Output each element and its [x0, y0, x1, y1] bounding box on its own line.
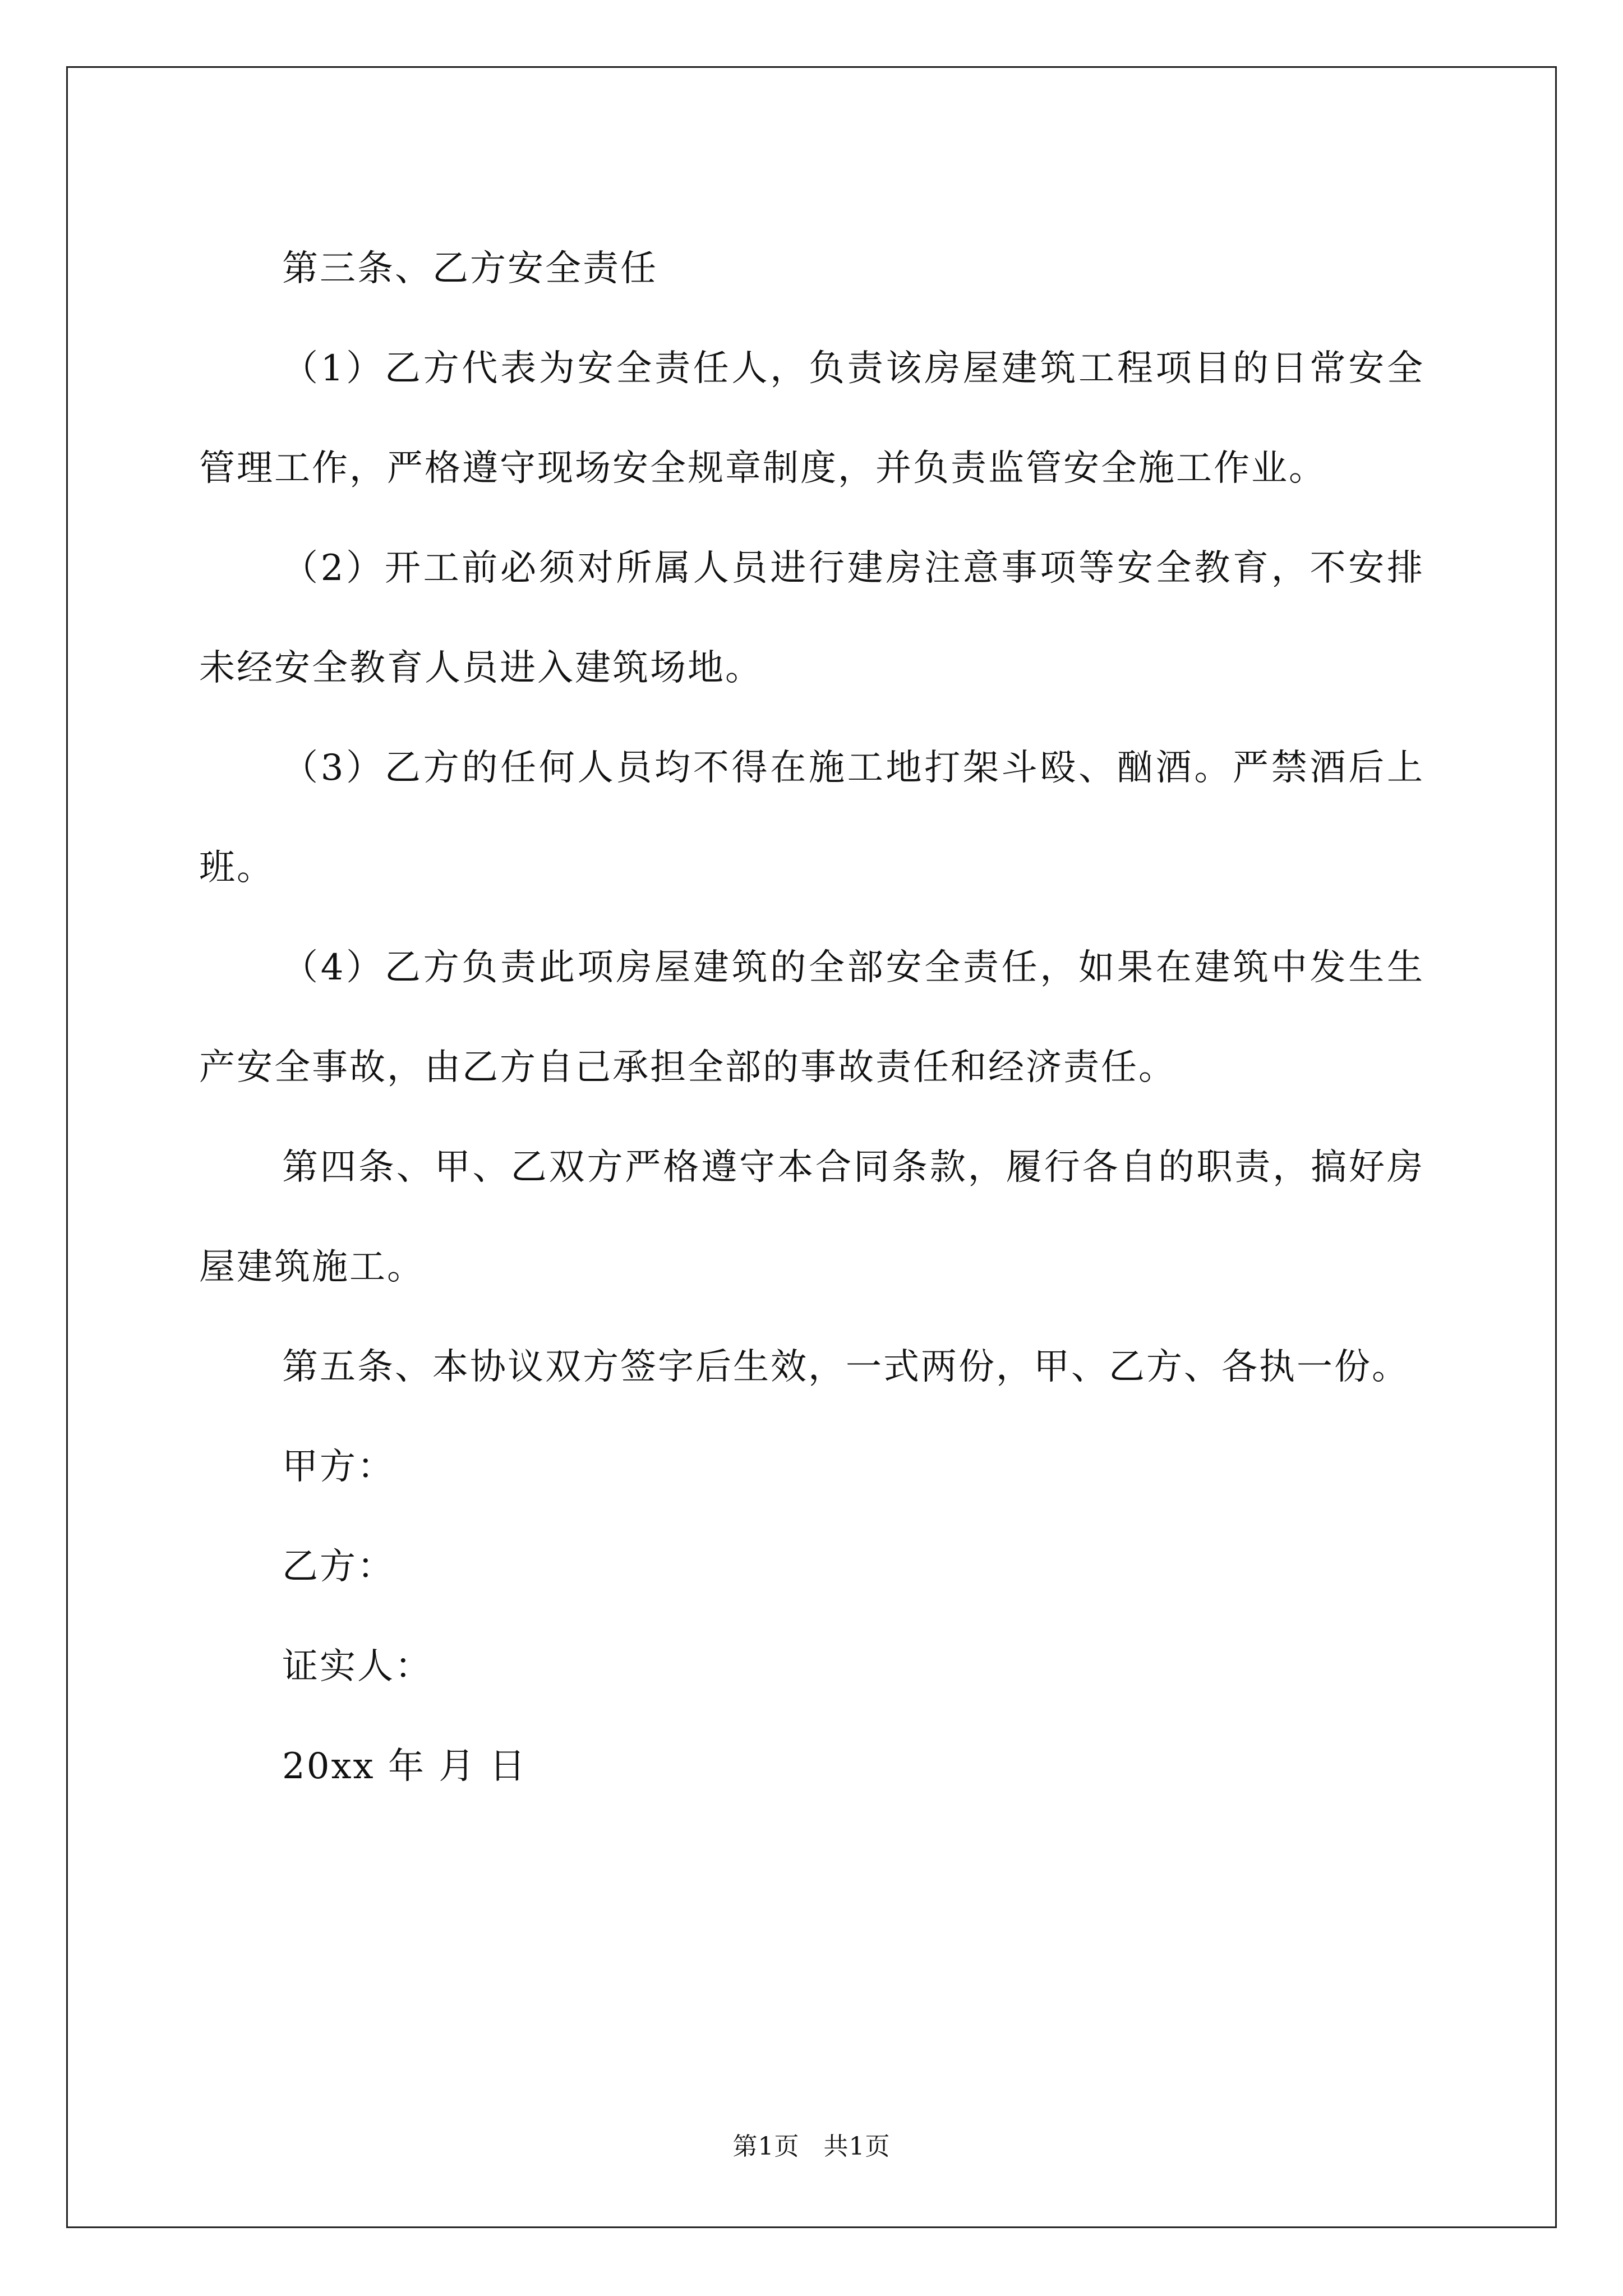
current-page-label: 第1页 — [732, 2132, 800, 2161]
article-5: 第五条、本协议双方签字后生效，一式两份，甲、乙方、各执一份。 — [282, 1346, 1409, 1388]
signing-date: 20xx 年 月 日 — [282, 1746, 527, 1787]
page-footer — [0, 2126, 1623, 2162]
clause-1: （1）乙方代表为安全责任人，负责该房屋建筑工程项目的日常安全管理工作，严格遵守现场安全规章制度，并负责监管安全施工作业。 — [199, 348, 1424, 489]
article-3-heading: 第三条、乙方安全责任 — [282, 248, 658, 289]
clause-3: （3）乙方的任何人员均不得在施工地打架斗殴、酗酒。严禁酒后上班。 — [199, 747, 1424, 889]
party-b-signature: 乙方： — [282, 1546, 395, 1588]
witness-signature: 证实人： — [282, 1646, 432, 1687]
clause-4: （4）乙方负责此项房屋建筑的全部安全责任，如果在建筑中发生生产安全事故，由乙方自己承担全部的事故责任和经济责任。 — [199, 947, 1424, 1088]
party-a-signature: 甲方： — [282, 1446, 395, 1488]
clause-2: （2）开工前必须对所属人员进行建房注意事项等安全教育，不安排未经安全教育人员进入建筑场地。 — [199, 547, 1424, 689]
total-pages-label: 共1页 — [823, 2132, 891, 2161]
article-4: 第四条、甲、乙双方严格遵守本合同条款，履行各自的职责，搞好房屋建筑施工。 — [199, 1147, 1424, 1288]
document-body — [199, 219, 1424, 1816]
